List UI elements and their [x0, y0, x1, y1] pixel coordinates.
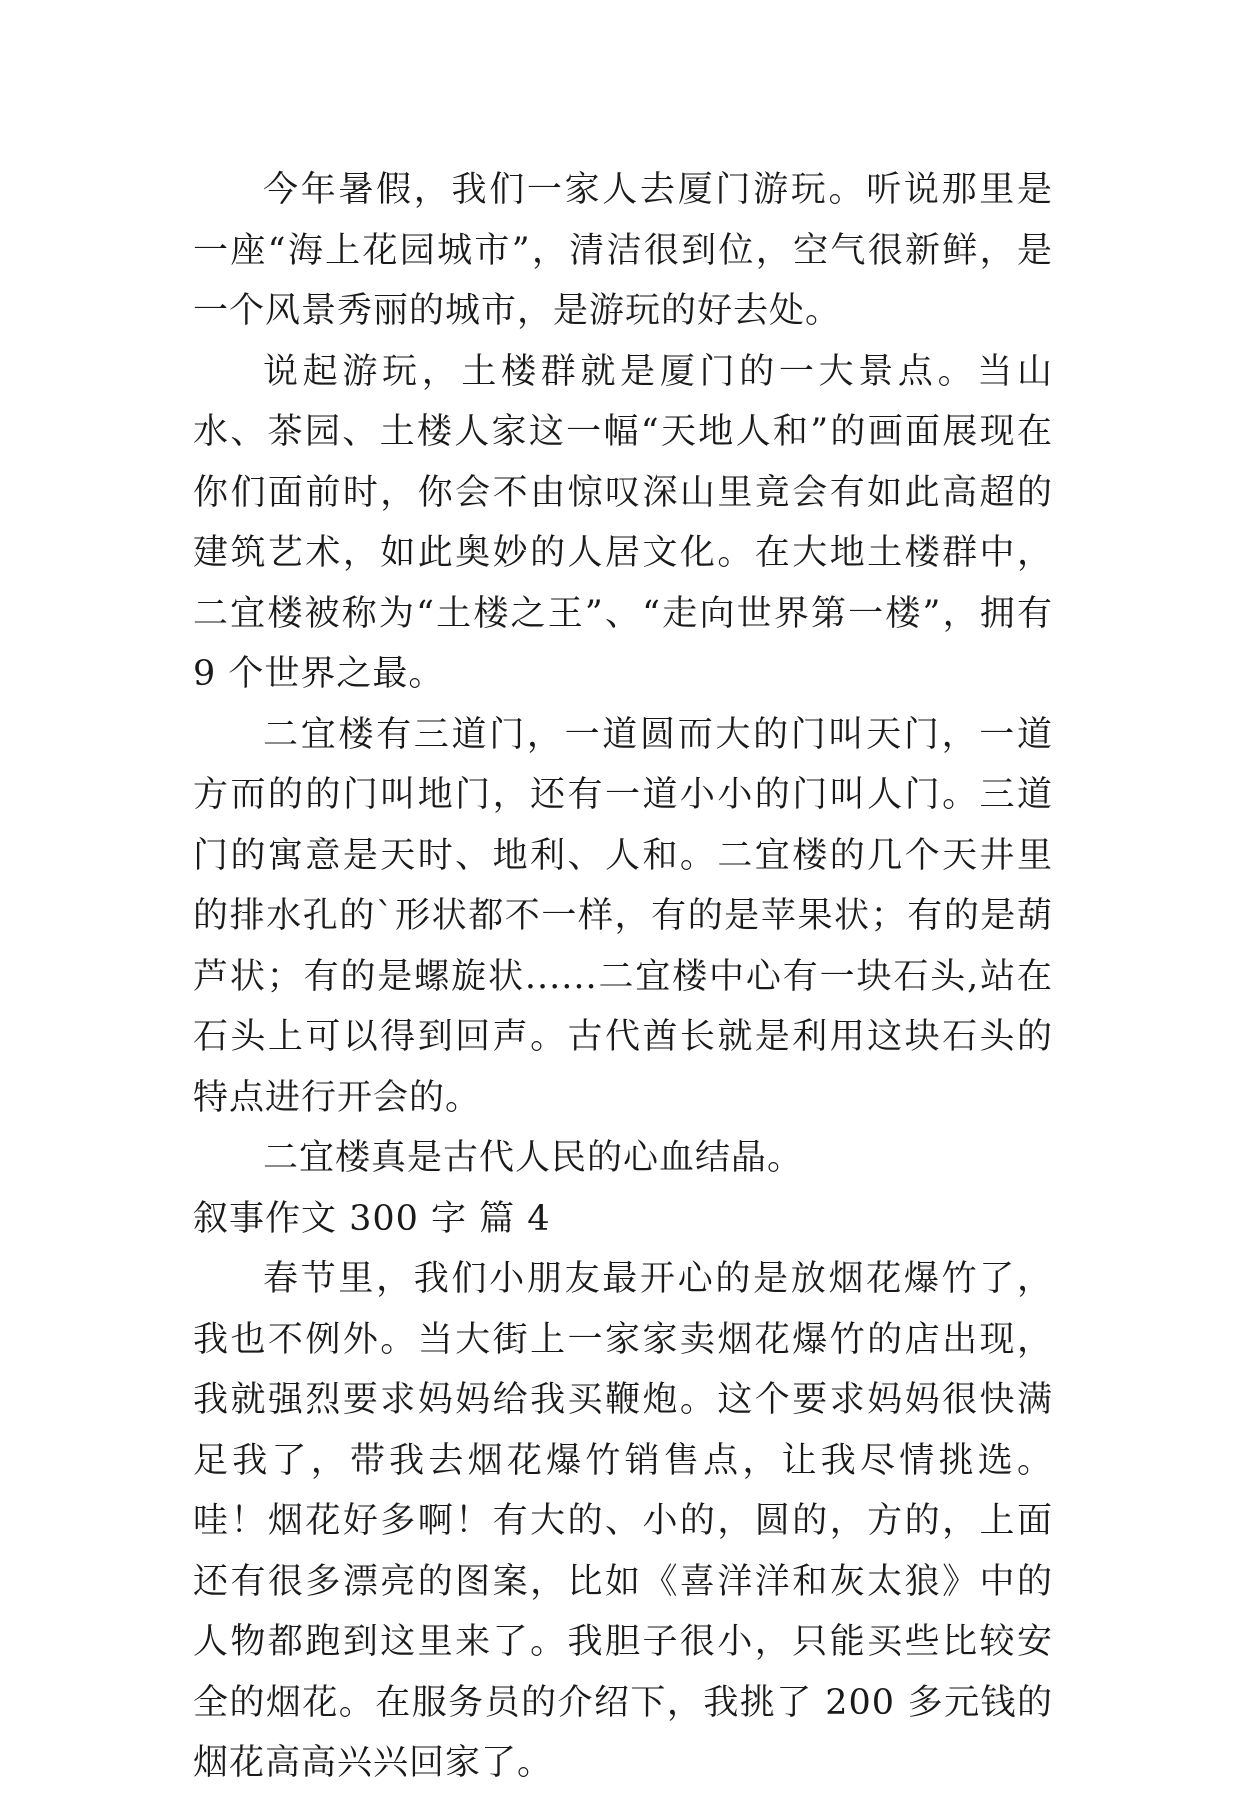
document-body — [193, 160, 1053, 1794]
paragraph-eryi-conclusion: 二宜楼真是古代人民的心血结晶。 — [263, 1138, 804, 1178]
paragraph-eryi-building-gates: 二宜楼有三道门，一道圆而大的门叫天门，一道方而的的门叫地门，还有一道小小的门叫人门。三道门的寓意是天时、地利、人和。二宜楼的几个天井里的排水孔的`形状都不一样，有的是苹果状；有的是葫芦状；有的是螺旋状......二宜楼中心有一块石头,站在石头上可以得到回声。古代酋长就是利用这块石头的特点进行开会的。 — [193, 714, 1053, 1118]
paragraph-spring-festival-fireworks: 春节里，我们小朋友最开心的是放烟花爆竹了，我也不例外。当大街上一家家卖烟花爆竹的店出现，我就强烈要求妈妈给我买鞭炮。这个要求妈妈很快满足我了，带我去烟花爆竹销售点，让我尽情挑选。哇！烟花好多啊！有大的、小的，圆的，方的，上面还有很多漂亮的图案，比如《喜洋洋和灰太狼》中的人物都跑到这里来了。我胆子很小，只能买些比较安全的烟花。在服务员的介绍下，我挑了 200 多元钱的烟花高高兴兴回家了。 — [193, 1259, 1053, 1783]
paragraph-tulou-cluster: 说起游玩，土楼群就是厦门的一大景点。当山水、茶园、土楼人家这一幅“天地人和”的画面展现在你们面前时，你会不由惊叹深山里竟会有如此高超的建筑艺术，如此奥妙的人居文化。在大地土楼群中，二宜楼被称为“土楼之王”、“走向世界第一楼”，拥有 9 个世界之最。 — [193, 351, 1053, 694]
paragraph-summer-trip: 今年暑假，我们一家人去厦门游玩。听说那里是一座“海上花园城市”，清洁很到位，空气很新鲜，是一个风景秀丽的城市，是游玩的好去处。 — [193, 170, 1053, 331]
section-heading: 叙事作文 300 字 篇 4 — [193, 1198, 551, 1239]
